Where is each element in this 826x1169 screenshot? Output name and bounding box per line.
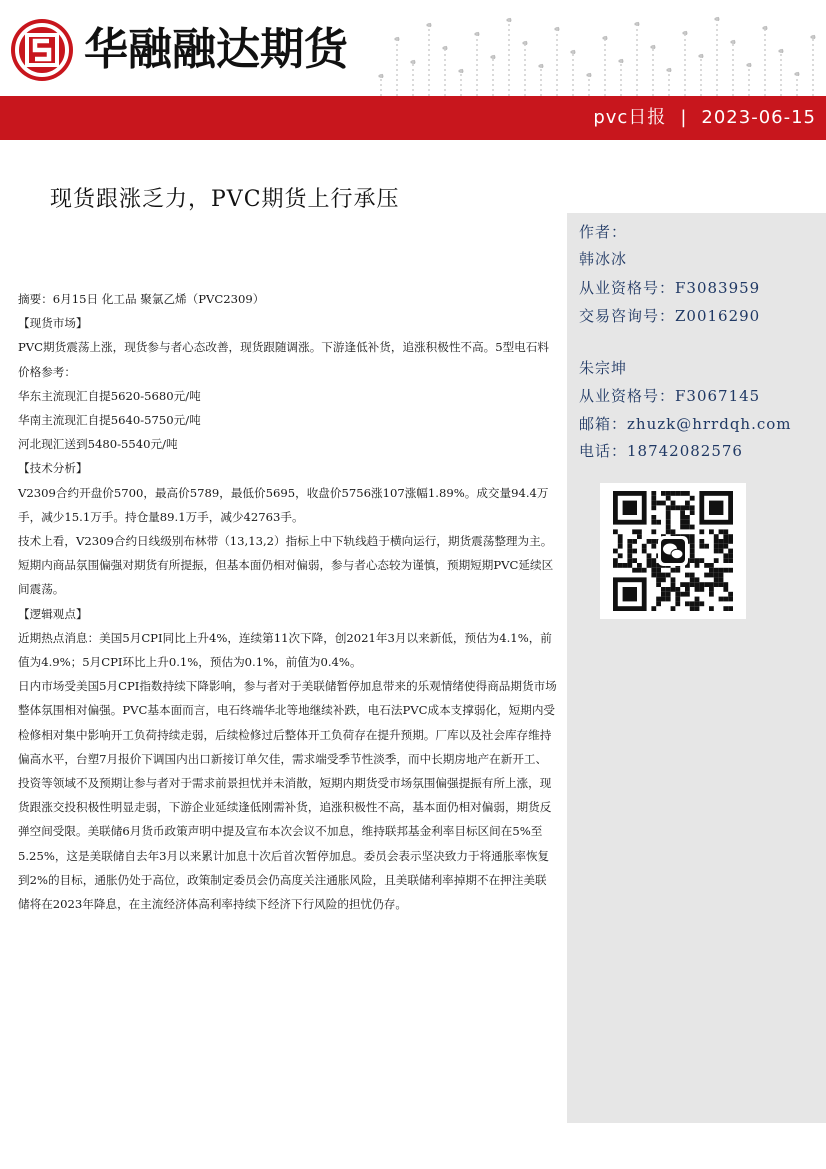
- report-date: 2023-06-15: [701, 107, 816, 128]
- report-body: [18, 287, 558, 916]
- qr-code-icon: [600, 483, 746, 619]
- report-type: pvc日报: [593, 107, 667, 128]
- section-title-logic: 【逻辑观点】: [18, 606, 88, 621]
- summary-line: 摘要：6月15日 化工品 聚氯乙烯（PVC2309）: [18, 292, 265, 306]
- price-hebei: 河北现汇送到5480-5540元/吨: [18, 437, 178, 452]
- technical-paragraph-1: V2309合约开盘价5700，最高价5789，最低价5695，收盘价5756涨107涨幅1.89%。成交量94.4万手，减少15.1万手。持仓量89.1万手，减少42763手。: [18, 485, 549, 524]
- section-title-technical: 【技术分析】: [18, 461, 88, 476]
- report-header: [0, 0, 826, 140]
- section-title-spot-market: 【现货市场】: [18, 316, 88, 331]
- price-east-china: 华东主流现汇自提5620-5680元/吨: [18, 388, 201, 403]
- author-qualification-1: 从业资格号：F3083959: [579, 279, 761, 297]
- logic-paragraph-1: 近期热点消息：美国5月CPI同比上升4%，连续第11次下降，创2021年3月以来新低，预估为4.1%，前值为4.9%；5月CPI环比上升0.1%，预估为0.1%，前值为0.4%。: [18, 630, 552, 670]
- price-south-china: 华南主流现汇自提5640-5750元/吨: [18, 413, 201, 428]
- logic-paragraph-2: 日内市场受美国5月CPI指数持续下降影响，参与者对于美联储暂停加息带来的乐观情绪使得商品期货市场整体氛围相对偏强。PVC基本面而言，电石终端华北等地继续补跌，电石法PVC成本支撑弱化，短期内受检修相对集中影响开工负荷持续走弱，后续检修过后整体开工负荷存在提升预期。厂库以及社会库存维持偏高水平，台塑7月报价下调国内出口新接订单欠佳，需求端受季节性淡季，而中长期房地产在新开工、投资等领域不及预期让参与者对于需求前景担忧并未消散，短期内期货受市场氛围偏强提振有所上涨，现货跟涨交投积极性明显走弱，下游企业延续逢低刚需补货，追涨积极性不高，基本面仍相对偏弱，期货反弹空间受限。美联储6月货币政策声明中提及宣布本次会议不加息，维持联邦基金利率目标区间在5%至5.25%，这是美联储自去年3月以来累计加息十次后首次暂停加息。委员会表示坚决致力于将通胀率恢复到2%的目标，通胀仍处于高位，政策制定委员会仍高度关注通胀风险，且美联储利率掉期不在押注美联储将在2023年降息，在主流经济体高利率持续下经济下行风险的担忧仍存。: [18, 679, 557, 912]
- page-title: 现货跟涨乏力，PVC期货上行承压: [50, 187, 400, 212]
- decorative-line-pattern: [375, 0, 826, 96]
- author-phone: 电话：18742082576: [579, 442, 743, 460]
- qr-code: [600, 483, 746, 619]
- brand-name: 华融融达期货: [84, 24, 348, 75]
- technical-paragraph-2: 技术上看，V2309合约日线级别布林带（13,13,2）指标上中下轨线趋于横向运行，期货震荡整理为主。短期内商品氛围偏强对期货有所提振，但基本面仍相对偏弱，参与者心态较为谨慎，预期短期PVC延续区间震荡。: [18, 534, 554, 597]
- author-email: 邮箱：zhuzk@hrrdqh.com: [579, 415, 792, 433]
- spot-market-paragraph: PVC期货震荡上涨，现货参与者心态改善，现货跟随调涨。下游逢低补货，追涨积极性不高。5型电石料价格参考：: [18, 340, 549, 379]
- author-name-1: 韩冰冰: [579, 250, 628, 268]
- wechat-icon: [658, 536, 688, 566]
- separator: |: [680, 107, 688, 128]
- report-type-date: [593, 96, 816, 140]
- author-consult-id-1: 交易咨询号：Z0016290: [579, 307, 761, 325]
- author-name-2: 朱宗坤: [579, 359, 628, 377]
- author-qualification-2: 从业资格号：F3067145: [579, 387, 761, 405]
- author-sidebar: [567, 213, 826, 1123]
- author-label: 作者：: [579, 223, 628, 241]
- company-logo-icon: [9, 17, 75, 83]
